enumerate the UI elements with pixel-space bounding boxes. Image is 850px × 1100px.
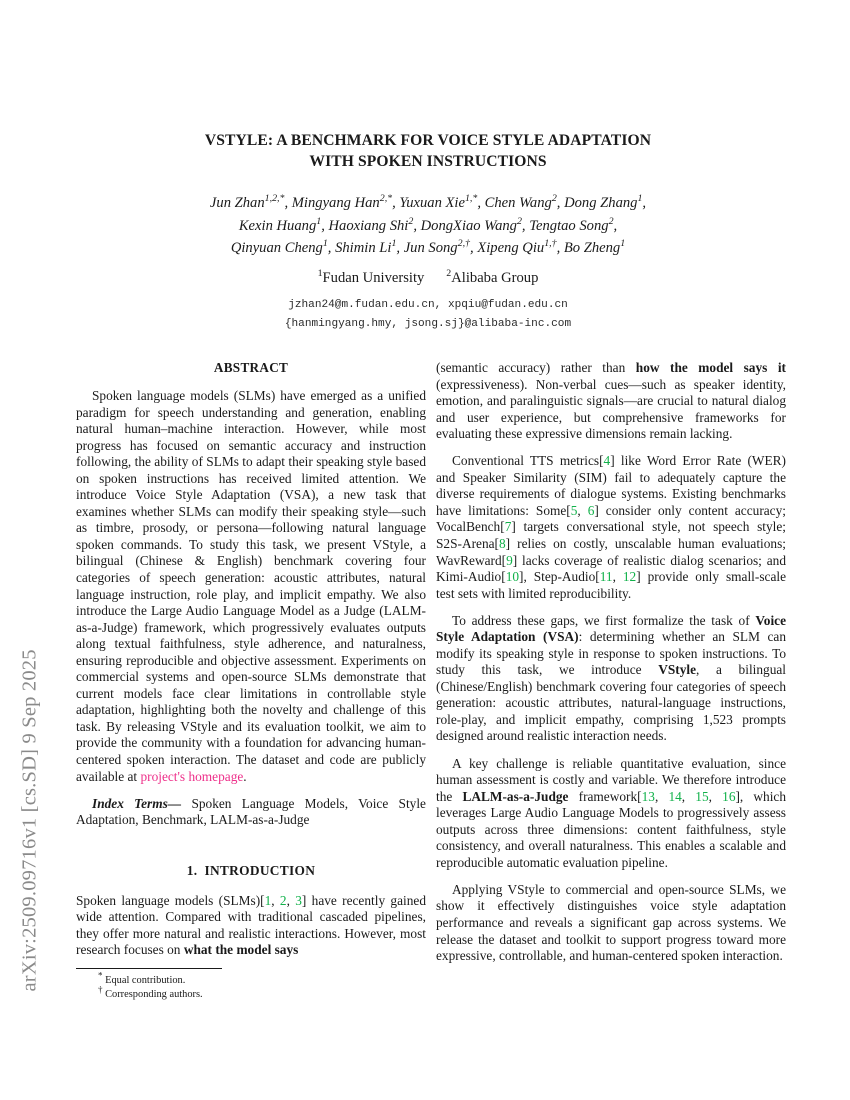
citation-ref[interactable]: 7 (504, 519, 512, 535)
footnote-equal-contribution (76, 970, 426, 988)
abstract-text-tail: . (243, 768, 247, 784)
section-number: 1. (186, 862, 198, 878)
email-line-2[interactable]: {hanmingyang.hmy, jsong.sj}@alibaba-inc.com (284, 317, 572, 330)
emphasis-text: LALM-as-a-Judge (462, 788, 569, 804)
affiliation-name-1: Fudan University (322, 270, 425, 286)
affiliation-marker-1: 1 (317, 268, 323, 280)
intro-paragraph-6 (436, 882, 786, 965)
text: ] provide only small-scale test sets with limited reproducibility. (436, 569, 786, 601)
index-terms (76, 796, 426, 829)
author-sep: , Jun Song (396, 240, 458, 256)
citation-ref[interactable]: 10 (505, 569, 520, 585)
footnote-rule (76, 968, 222, 969)
column-right (436, 360, 786, 975)
abstract-paragraph (76, 388, 426, 785)
intro-paragraph-4 (436, 613, 786, 745)
author-sep: , Haoxiang Shi (321, 217, 409, 234)
abstract-text: Spoken language models (SLMs) have emerged as a unified paradigm for speech understanding and generation, enabling natural human–machine interaction. However, while most progress has focused on semantic accuracy and instruction following, the ability of SLMs to adapt their speaking style based on spoken instructions has received limited attention. We introduce Voice Style Adaptation (VSA), a new task that examines whether SLMs can modify their speaking style—such as timbre, prosody, or persona—following natural language spoken commands. To study this task, we present VStyle, a bilingual (Chinese & English) benchmark covering four categories of speech generation: acoustic attributes, natural language instruction, role play, and implicit empathy. We also introduce the Large Audio Language Model as a Judge (LALM-as-a-Judge) framework, which progressively evaluates outputs along textual faithfulness, style adherence, and naturalness, ensuring reproducible and objective assessment. Experiments on commercial systems and open-source SLMs demonstrate that current models face clear limitations in controllable style adaptation, highlighting both the novelty and challenge of this task. By releasing VStyle and its evaluation toolkit, we aim to provide the community with a foundation for advancing human-centered spoken interaction. The dataset and code are publicly available at (76, 388, 426, 784)
text: , (612, 569, 623, 585)
text: , (286, 892, 296, 908)
emphasis-text: how the model says it (635, 360, 786, 375)
author-line-2 (70, 215, 786, 238)
citation-ref[interactable]: 12 (622, 569, 637, 585)
footnote-marker-asterisk: * (98, 970, 103, 981)
arxiv-stamp-text: arXiv:2509.09716v1 [cs.SD] 9 Sep 2025 (18, 649, 41, 992)
text: A key challenge is reliable quantitative evaluation, since human assessment is costly and variable. We therefore introduce the (436, 755, 786, 804)
emphasis-text: what the model says (183, 942, 299, 958)
footnote-text: Corresponding authors. (102, 988, 203, 1000)
text: , (271, 892, 280, 908)
text: , (681, 788, 696, 804)
email-line-1[interactable]: jzhan24@m.fudan.edu.cn, xpqiu@fudan.edu.cn (288, 299, 568, 311)
footnote-text: Equal contribution. (102, 975, 186, 986)
author-affil-marker: 1 (322, 238, 328, 250)
author-line-3 (70, 237, 786, 260)
email-block (70, 296, 786, 333)
text: ] consider only content accuracy; VocalBench[ (436, 502, 786, 535)
text: ] relies on costly, unscalable human evaluations; WavReward[ (436, 535, 786, 568)
intro-paragraph-3 (436, 453, 786, 602)
citation-ref[interactable]: 11 (599, 569, 613, 585)
citation-ref[interactable]: 6 (587, 502, 595, 518)
citation-ref[interactable]: 5 (570, 502, 578, 518)
text: ] targets conversational style, not speech style; S2S-Arena[ (436, 519, 786, 551)
author-sep: , Tengtao Song (521, 217, 609, 234)
section-title: INTRODUCTION (204, 862, 316, 878)
intro-paragraph-2 (436, 360, 786, 443)
author-affil-marker: 1 (620, 238, 626, 250)
author-affil-marker: 2 (408, 215, 414, 227)
author-affil-marker: 2,* (379, 193, 393, 205)
citation-ref[interactable]: 8 (499, 535, 506, 551)
emphasis-text: VStyle (658, 662, 697, 678)
text: ] have recently gained wide attention. Compared with traditional cascaded pipelines, they offer more natural and realistic interactions. However, most research focuses on (76, 892, 426, 958)
paper-page (62, 0, 850, 1100)
affiliations (70, 268, 786, 288)
author-name: Jun Zhan (209, 195, 265, 211)
author-sep: , Xipeng Qiu (470, 240, 545, 256)
author-affil-marker: 1,† (544, 238, 557, 250)
text: ], Step-Audio[ (519, 569, 600, 585)
project-homepage-link[interactable]: project's homepage (140, 768, 244, 784)
text: (semantic accuracy) rather than (436, 360, 636, 375)
intro-paragraph-5 (436, 756, 786, 872)
author-sep: , Chen Wang (477, 195, 552, 211)
citation-ref[interactable]: 9 (506, 552, 513, 568)
author-name: Kexin Huang (238, 217, 317, 234)
arxiv-stamp (0, 0, 62, 1100)
author-sep: , (613, 217, 618, 234)
citation-ref[interactable]: 14 (668, 788, 682, 804)
paper-title-line-2: WITH SPOKEN INSTRUCTIONS (309, 153, 547, 170)
author-affil-marker: 1 (316, 215, 322, 227)
author-sep: , Bo Zheng (556, 240, 621, 256)
text: framework[ (568, 788, 642, 804)
index-terms-body: Spoken Language Models, Voice Style Adaptation, Benchmark, LALM-as-a-Judge (76, 795, 426, 828)
text: Applying VStyle to commercial and open-source SLMs, we show it effectively distinguishes voice style adaptation performance and reveals a significant gap across systems. We release the dataset and toolkit to support progress toward more expressive, controllable, and human-centered spoken interaction. (436, 881, 786, 964)
emphasis-text: Voice Style Adaptation (VSA) (436, 612, 786, 645)
text: , (654, 788, 669, 804)
citation-ref[interactable]: 16 (722, 788, 736, 804)
citation-ref[interactable]: 3 (295, 892, 302, 908)
index-terms-label: Index Terms— (92, 795, 182, 811)
text: , (577, 502, 588, 518)
text: : determining whether an SLM can modify its speaking style in response to spoken instructions. To study this task, we introduce (436, 629, 787, 678)
text: ] lacks coverage of realistic dialog scenarios; and Kimi-Audio[ (436, 552, 786, 585)
author-line-1 (70, 192, 786, 215)
author-sep: , (642, 195, 647, 211)
author-affil-marker: 1,* (464, 193, 478, 205)
author-affil-marker: 2,† (457, 238, 470, 250)
text: , a bilingual (Chinese/English) benchmark covering four categories of speech generation: acoustic attributes, natural-language instructions, role-play, and implicit empathy, comprising 1,523 prompts designed around realistic interaction needs. (436, 662, 787, 744)
author-affil-marker: 1 (637, 193, 643, 205)
author-sep: , Shimin Li (327, 240, 392, 256)
author-affil-marker: 1,2,* (264, 193, 285, 205)
text: ], which leverages Large Audio Language Models to progressively assess outputs across three dimensions: content faithfulness, style consistency, and overall naturalness. This enables a scalable and reproducible automatic evaluation pipeline. (436, 788, 787, 870)
text: Conventional TTS metrics[ (452, 453, 604, 469)
citation-ref[interactable]: 4 (603, 453, 611, 469)
page-title (70, 130, 786, 172)
citation-ref[interactable]: 15 (695, 788, 709, 804)
text: , (708, 788, 723, 804)
affiliation-name-2: Alibaba Group (451, 270, 539, 286)
abstract-heading: ABSTRACT (213, 360, 289, 375)
author-affil-marker: 2 (516, 215, 522, 227)
text: Spoken language models (SLMs)[ (76, 892, 265, 908)
citation-ref[interactable]: 1 (264, 892, 272, 908)
affiliation-marker-2: 2 (446, 268, 452, 280)
intro-paragraph-1 (76, 893, 426, 959)
author-affil-marker: 1 (391, 238, 397, 250)
footnote-marker-dagger: † (98, 984, 103, 995)
author-sep: , Yuxuan Xie (392, 195, 465, 211)
text: (expressiveness). Non-verbal cues—such as speaker identity, emotion, and paralinguistic signals—are crucial to natural dialog and user experience, but comprehensive frameworks for evaluating these expressive dimensions remain lacking. (436, 376, 786, 442)
footnote-corresponding-authors (76, 984, 426, 1002)
author-sep: , Mingyang Han (284, 195, 380, 211)
author-list (70, 192, 786, 260)
footnote-block (76, 968, 426, 1001)
author-affil-marker: 2 (551, 193, 557, 205)
text: To address these gaps, we first formalize the task of (452, 612, 756, 628)
introduction-heading (76, 863, 426, 879)
column-left (76, 360, 426, 969)
text: ] like Word Error Rate (WER) and Speaker Similarity (SIM) fail to adequately capture the diverse requirements of dialogue systems. Existing benchmarks have limitations: Some[ (436, 453, 786, 518)
paper-title (70, 130, 786, 172)
author-sep: , DongXiao Wang (413, 217, 517, 234)
author-affil-marker: 2 (608, 215, 614, 227)
paper-title-line-1: VSTYLE: A BENCHMARK FOR VOICE STYLE ADAPTATION (204, 132, 652, 149)
author-sep: , Dong Zhang (556, 195, 638, 211)
citation-ref[interactable]: 2 (279, 892, 287, 908)
citation-ref[interactable]: 13 (641, 788, 655, 804)
author-name: Qinyuan Cheng (230, 240, 323, 256)
